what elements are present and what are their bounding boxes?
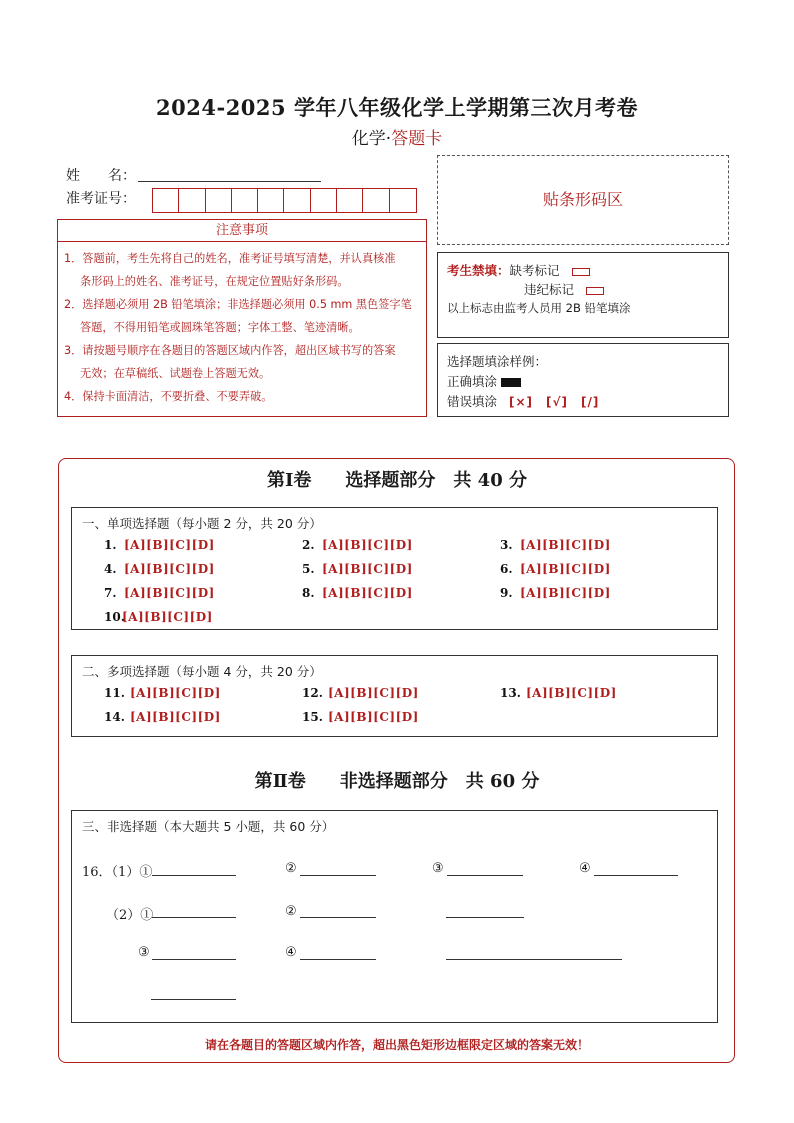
- fill-sample-title: 选择题填涂样例：: [447, 354, 548, 369]
- exam-subtitle: [0, 124, 794, 149]
- q16-part1-label: 16．（1）①: [82, 865, 153, 880]
- answer-blank[interactable]: [446, 959, 622, 960]
- id-digit-box[interactable]: [153, 189, 179, 212]
- answer-bubbles[interactable]: [A][B][C][D]: [322, 562, 413, 576]
- proctor-only-label: 考生禁填：: [447, 263, 510, 278]
- part2-title: [0, 767, 794, 793]
- id-label: 准考证号：: [66, 191, 136, 207]
- answer-blank[interactable]: [151, 999, 236, 1000]
- id-digit-box[interactable]: [337, 189, 363, 212]
- id-digit-box[interactable]: [232, 189, 258, 212]
- notice-title: 注意事项: [57, 219, 427, 242]
- proctor-note: 以上标志由监考人员用 2B 铅笔填涂: [447, 301, 631, 315]
- question-11[interactable]: 11. [A][B][C][D]: [104, 686, 221, 700]
- id-digit-box[interactable]: [179, 189, 205, 212]
- correct-fill-label: 正确填涂: [447, 374, 498, 389]
- part1-title: [0, 466, 794, 492]
- answer-bubbles[interactable]: [A][B][C][D]: [328, 686, 419, 700]
- notice-line: 4．保持卡面清洁，不要折叠、不要弄破。: [64, 390, 273, 403]
- wrong-fill-label: 错误填涂: [447, 394, 498, 409]
- id-number-boxes[interactable]: [152, 188, 417, 213]
- answer-blank[interactable]: [594, 875, 678, 876]
- answer-blank[interactable]: [446, 917, 524, 918]
- marker-4: ④: [579, 861, 591, 876]
- id-digit-box[interactable]: [311, 189, 337, 212]
- non-choice-heading: 三、非选择题（本大题共 5 小题，共 60 分）: [82, 819, 335, 834]
- question-12[interactable]: 12. [A][B][C][D]: [302, 686, 419, 700]
- answer-blank[interactable]: [152, 875, 236, 876]
- multiple-choice-heading: 二、多项选择题（每小题 4 分，共 20 分）: [82, 664, 322, 679]
- question-5[interactable]: 5. [A][B][C][D]: [302, 562, 413, 576]
- answer-bubbles[interactable]: [A][B][C][D]: [122, 610, 213, 624]
- answer-blank[interactable]: [300, 875, 376, 876]
- wrong-fill-marks: [×] [√] [/]: [509, 395, 600, 409]
- question-4[interactable]: 4. [A][B][C][D]: [104, 562, 215, 576]
- answer-bubbles[interactable]: [A][B][C][D]: [328, 710, 419, 724]
- question-15[interactable]: 15. [A][B][C][D]: [302, 710, 419, 724]
- answer-blank[interactable]: [152, 959, 236, 960]
- answer-bubbles[interactable]: [A][B][C][D]: [130, 686, 221, 700]
- non-choice-section: [71, 810, 718, 1023]
- id-digit-box[interactable]: [258, 189, 284, 212]
- question-6[interactable]: 6. [A][B][C][D]: [500, 562, 611, 576]
- subject-label: 化学·: [351, 129, 392, 149]
- part1-title-b: 选择题部分 共 40 分: [345, 470, 527, 491]
- id-digit-box[interactable]: [206, 189, 232, 212]
- answer-bubbles[interactable]: [A][B][C][D]: [520, 586, 611, 600]
- answer-blank[interactable]: [300, 917, 376, 918]
- violation-mark-label: 违纪标记: [524, 282, 575, 297]
- absent-mark-label: 缺考标记: [509, 263, 560, 278]
- notice-line: 3．请按题号顺序在各题目的答题区域内作答，超出区域书写的答案: [64, 344, 396, 357]
- marker-4: ④: [285, 945, 297, 960]
- barcode-area: [437, 155, 729, 245]
- notice-box: [57, 242, 427, 417]
- question-7[interactable]: 7. [A][B][C][D]: [104, 586, 215, 600]
- id-digit-box[interactable]: [390, 189, 416, 212]
- answer-bubbles[interactable]: [A][B][C][D]: [526, 686, 617, 700]
- answer-blank[interactable]: [300, 959, 376, 960]
- answer-bubbles[interactable]: [A][B][C][D]: [520, 562, 611, 576]
- answer-bubbles[interactable]: [A][B][C][D]: [322, 538, 413, 552]
- answer-blank[interactable]: [152, 917, 236, 918]
- question-1[interactable]: 1. [A][B][C][D]: [104, 538, 215, 552]
- question-13[interactable]: 13. [A][B][C][D]: [500, 686, 617, 700]
- answer-bubbles[interactable]: [A][B][C][D]: [124, 586, 215, 600]
- marker-2: ②: [285, 861, 297, 876]
- part2-title-a: 第Ⅱ卷: [254, 771, 306, 792]
- question-10[interactable]: 10.[A][B][C][D]: [104, 610, 213, 624]
- absent-mark-box[interactable]: [572, 268, 590, 276]
- question-14[interactable]: 14. [A][B][C][D]: [104, 710, 221, 724]
- marker-3: ③: [432, 861, 444, 876]
- violation-mark-box[interactable]: [586, 287, 604, 295]
- fill-sample-box: [437, 343, 729, 417]
- id-digit-box[interactable]: [284, 189, 310, 212]
- question-8[interactable]: 8. [A][B][C][D]: [302, 586, 413, 600]
- answer-bubbles[interactable]: [A][B][C][D]: [130, 710, 221, 724]
- part1-title-a: 第Ⅰ卷: [266, 470, 312, 491]
- single-choice-heading: 一、单项选择题（每小题 2 分，共 20 分）: [82, 516, 322, 531]
- id-digit-box[interactable]: [363, 189, 389, 212]
- answer-bubbles[interactable]: [A][B][C][D]: [124, 562, 215, 576]
- notice-line: 2．选择题必须用 2B 铅笔填涂；非选择题必须用 0.5 mm 黑色签字笔: [64, 298, 412, 311]
- answer-bubbles[interactable]: [A][B][C][D]: [124, 538, 215, 552]
- name-label: 姓 名：: [66, 168, 136, 184]
- marker-2: ②: [285, 904, 297, 919]
- q16-part2-label: （2）①: [106, 908, 154, 923]
- answer-blank[interactable]: [447, 875, 523, 876]
- barcode-area-label: 贴条形码区: [542, 190, 623, 209]
- proctor-marks-box: [437, 252, 729, 338]
- answer-bubbles[interactable]: [A][B][C][D]: [322, 586, 413, 600]
- notice-line: 答题，不得用铅笔或圆珠笔答题；字体工整、笔迹清晰。: [80, 321, 360, 334]
- exam-title: 2024-2025 学年八年级化学上学期第三次月考卷: [156, 95, 638, 120]
- answer-card-label: 答题卡: [391, 129, 443, 149]
- answer-bubbles[interactable]: [A][B][C][D]: [520, 538, 611, 552]
- footer-warning: 请在各题目的答题区域内作答，超出黑色矩形边框限定区域的答案无效！: [204, 1038, 589, 1052]
- notice-line: 条形码上的姓名、准考证号，在规定位置贴好条形码。: [80, 275, 349, 288]
- question-9[interactable]: 9. [A][B][C][D]: [500, 586, 611, 600]
- notice-line: 无效；在草稿纸、试题卷上答题无效。: [80, 367, 271, 380]
- name-field[interactable]: [138, 181, 321, 182]
- multiple-choice-section: [71, 655, 718, 737]
- question-3[interactable]: 3. [A][B][C][D]: [500, 538, 611, 552]
- question-2[interactable]: 2. [A][B][C][D]: [302, 538, 413, 552]
- marker-3: ③: [138, 945, 150, 960]
- part2-title-b: 非选择题部分 共 60 分: [339, 771, 540, 792]
- filled-bubble-icon: [501, 378, 521, 387]
- notice-line: 1．答题前，考生先将自己的姓名，准考证号填写清楚，并认真核准: [64, 252, 396, 265]
- single-choice-section: [71, 507, 718, 630]
